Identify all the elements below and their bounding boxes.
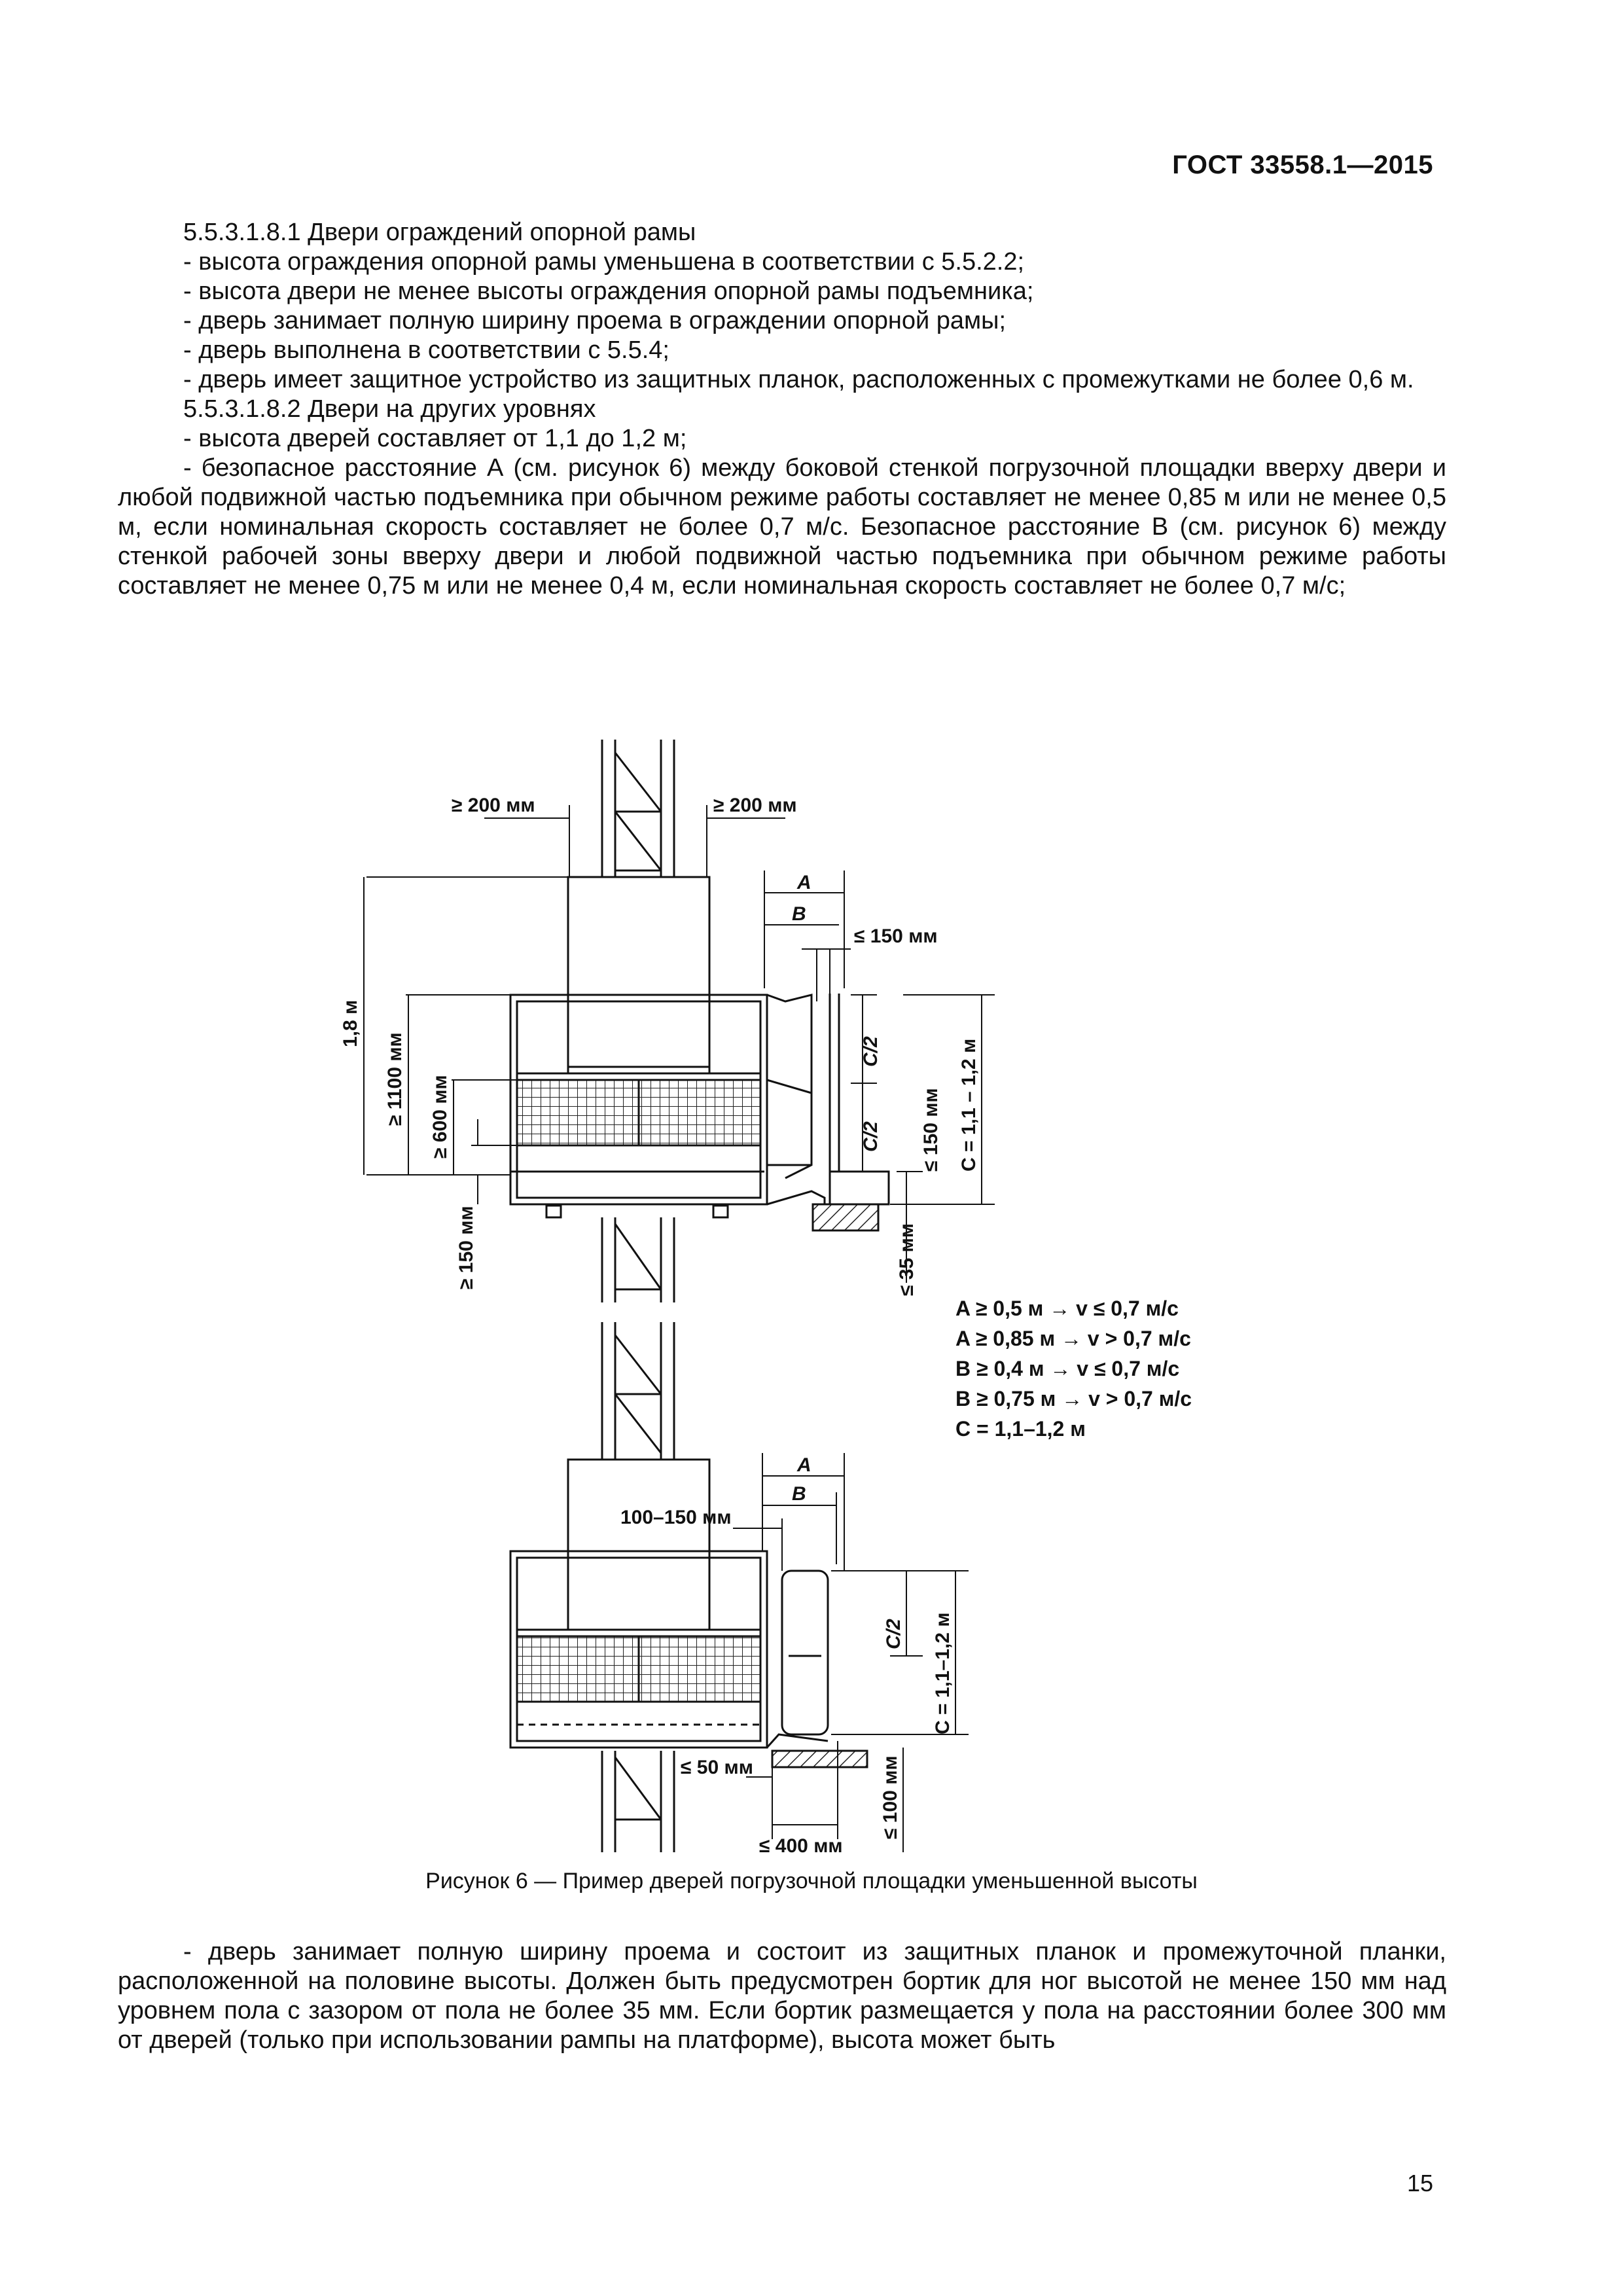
label-A-bottom: A — [797, 1454, 812, 1476]
cabin-top — [568, 877, 709, 1067]
list-item: - безопасное расстояние А (см. рисунок 6) между боковой стенкой погрузочной площадки вверху двери и любой подвижной частью подъемника при обычном режиме работы составляет не менее 0,85 м или не менее 0,5 м, если номинальная скорость составляет не более 0,7 м/с. Безопасное расстояние В (см. рисунок 6) между стенкой рабочей зоны вверху двери и любой подвижной частью подъемника при обычном режиме работы составляет не менее 0,75 м или не менее 0,4 м, если номинальная скорость составляет не более 0,7 м/с; — [118, 454, 1446, 600]
floor-hatch-top — [813, 1204, 878, 1230]
label-c-range-top: C = 1,1 – 1,2 м — [958, 1038, 980, 1172]
section-text-upper — [118, 218, 1446, 601]
mast-bottom-lower — [602, 1751, 674, 1852]
label-gap-right: ≥ 200 мм — [713, 795, 797, 816]
list-item: - высота двери не менее высоты ограждения опорной рамы подъемника; — [183, 278, 1034, 305]
label-B-top: B — [792, 903, 806, 925]
list-item: - дверь имеет защитное устройство из защитных планок, расположенных с промежутками не более 0,6 м. — [183, 366, 1414, 393]
door-diagram — [0, 740, 1623, 1859]
cabin-bottom — [568, 1460, 709, 1630]
label-gap-door: ≤ 150 мм — [854, 925, 938, 947]
mast-top-lower — [602, 1322, 674, 1460]
legend-item: C = 1,1–1,2 м — [955, 1417, 1086, 1441]
label-gap-400: ≤ 400 мм — [759, 1835, 843, 1857]
figure-6 — [0, 740, 1623, 1859]
legend-item: B ≥ 0,4 м → v ≤ 0,7 м/с — [955, 1357, 1180, 1380]
label-floor-35: ≤ 35 мм — [896, 1223, 918, 1296]
list-item: - дверь занимает полную ширину проема и состоит из защитных планок и промежуточной планки, расположенной на половине высоты. Должен быть предусмотрен бортик для ног высотой не менее 150 мм над уровнем пола с зазором от пола не более 35 мм. Если бортик размещается у пола на расстоянии более 300 мм от дверей (только при использовании рампы на платформе), высота может быть — [118, 1938, 1446, 2054]
label-c-half-bottom: C/2 — [860, 1121, 882, 1152]
label-B-bottom: B — [792, 1483, 806, 1505]
label-c-half-bottom-diagram: C/2 — [883, 1619, 904, 1649]
label-gap-100: ≤ 100 мм — [880, 1755, 901, 1839]
landing-wall-top — [830, 994, 889, 1204]
floor-hatch-bottom — [772, 1751, 867, 1767]
page-number: 15 — [1406, 2170, 1433, 2197]
label-c-half-top: C/2 — [860, 1036, 882, 1067]
door-bottom — [782, 1571, 828, 1734]
section-heading: 5.5.3.1.8.1 Двери ограждений опорной рамы — [183, 219, 696, 246]
list-item: - высота ограждения опорной рамы уменьшена в соответствии с 5.5.2.2; — [183, 248, 1025, 276]
legend-item: A ≥ 0,85 м → v > 0,7 м/с — [955, 1327, 1191, 1350]
label-height-total: 1,8 м — [340, 999, 361, 1047]
door-top — [767, 995, 825, 1204]
label-gap-50: ≤ 50 мм — [681, 1757, 753, 1778]
mast-top — [602, 740, 674, 877]
section-text-lower — [118, 1937, 1446, 2055]
label-floor-150: ≥ 150 мм — [455, 1206, 477, 1289]
label-gap-left: ≥ 200 мм — [452, 795, 535, 816]
section-heading: 5.5.3.1.8.2 Двери на других уровнях — [183, 395, 596, 423]
document-header: ГОСТ 33558.1—2015 — [1172, 151, 1433, 179]
mast-bottom-top — [602, 1217, 674, 1302]
label-gap-100-150: 100–150 мм — [620, 1507, 732, 1528]
label-height-1100: ≥ 1100 мм — [384, 1032, 406, 1126]
label-A-top: A — [797, 872, 812, 893]
list-item: - дверь занимает полную ширину проема в ограждении опорной рамы; — [183, 307, 1007, 334]
legend — [955, 1297, 1192, 1441]
list-item: - дверь выполнена в соответствии с 5.5.4; — [183, 336, 669, 364]
legend-item: A ≥ 0,5 м → v ≤ 0,7 м/с — [955, 1297, 1179, 1320]
list-item: - высота дверей составляет от 1,1 до 1,2 м; — [183, 425, 687, 452]
figure-caption: Рисунок 6 — Пример дверей погрузочной площадки уменьшенной высоты — [425, 1869, 1198, 1893]
label-gap-150-right: ≤ 150 мм — [920, 1088, 942, 1172]
label-height-600: ≥ 600 мм — [429, 1075, 451, 1158]
label-c-range-bottom: C = 1,1–1,2 м — [932, 1612, 954, 1734]
legend-item: B ≥ 0,75 м → v > 0,7 м/с — [955, 1387, 1192, 1410]
